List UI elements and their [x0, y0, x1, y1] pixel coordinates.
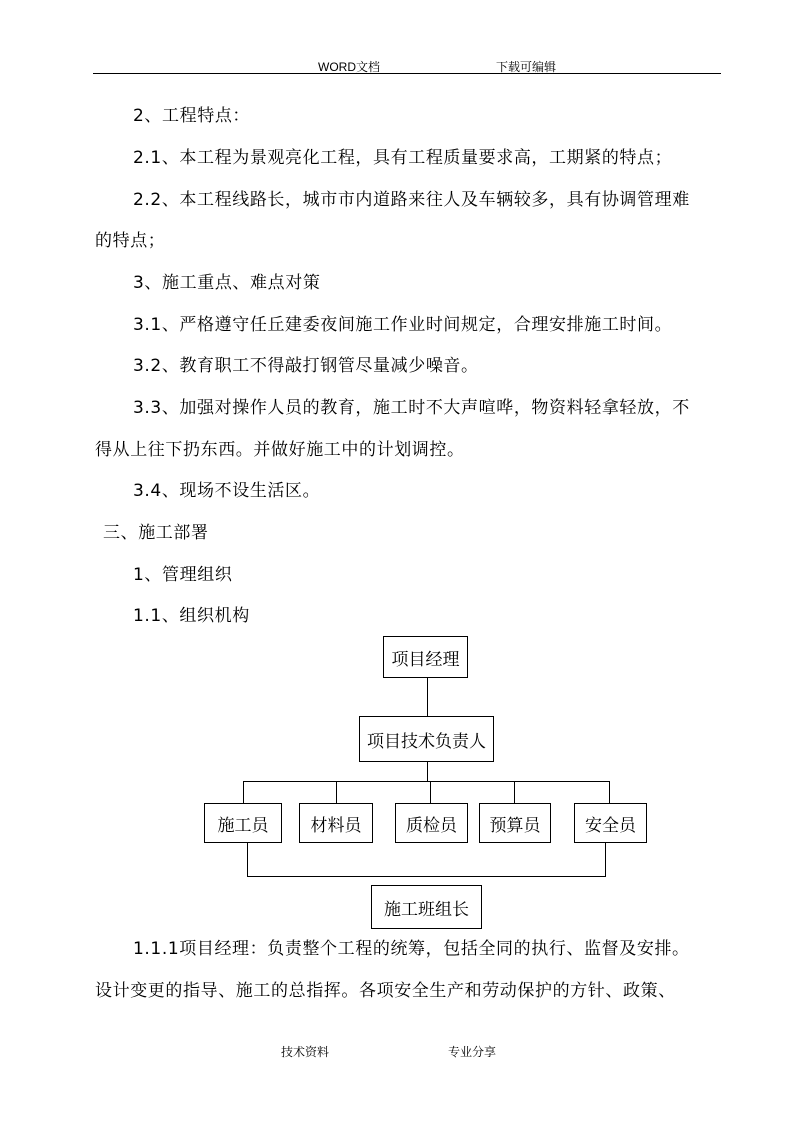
heading-project-features: 2、工程特点：	[133, 106, 251, 126]
connector-drop-5	[609, 781, 610, 803]
header-rule	[93, 73, 721, 74]
header-left: WORD文档	[318, 60, 380, 74]
org-box-quality-inspector: 质检员	[395, 803, 468, 843]
paragraph-3-4: 3.4、现场不设生活区。	[133, 481, 321, 501]
heading-construction-deployment: 三、施工部署	[103, 523, 209, 543]
org-box-materials-officer: 材料员	[299, 803, 373, 843]
heading-management-organization: 1、管理组织	[133, 565, 233, 585]
paragraph-2-2: 2.2、本工程线路长，城市市内道路来往人及车辆较多，具有协调管理难	[133, 190, 690, 210]
heading-organization-structure: 1.1、组织机构	[133, 606, 250, 626]
paragraph-3-2: 3.2、教育职工不得敲打钢管尽量减少噪音。	[133, 356, 479, 376]
paragraph-2-1: 2.1、本工程为景观亮化工程，具有工程质量要求高，工期紧的特点；	[133, 148, 673, 168]
connector-rise-left	[247, 843, 248, 876]
footer-right: 专业分享	[448, 1045, 497, 1059]
connector-upper-bus	[243, 781, 610, 782]
connector-mid	[427, 762, 428, 781]
connector-rise-right	[605, 843, 606, 876]
org-box-technical-lead: 项目技术负责人	[359, 716, 494, 762]
paragraph-3-3-continued: 得从上往下扔东西。并做好施工中的计划调控。	[95, 440, 465, 460]
org-box-construction-worker: 施工员	[204, 803, 282, 843]
connector-top	[427, 677, 428, 716]
paragraph-2-2-continued: 的特点；	[95, 231, 166, 251]
org-box-team-leader: 施工班组长	[371, 885, 482, 929]
paragraph-3-1: 3.1、严格遵守任丘建委夜间施工作业时间规定，合理安排施工时间。	[133, 315, 673, 335]
paragraph-1-1-1-continued: 设计变更的指导、施工的总指挥。各项安全生产和劳动保护的方针、政策、	[95, 981, 676, 1001]
connector-drop-2	[336, 781, 337, 803]
org-box-project-manager: 项目经理	[383, 636, 468, 678]
paragraph-1-1-1: 1.1.1项目经理：负责整个工程的统筹，包括全同的执行、监督及安排。	[133, 939, 690, 959]
paragraph-3-3: 3.3、加强对操作人员的教育，施工时不大声喧哗，物资料轻拿轻放，不	[133, 398, 690, 418]
footer-left: 技术资料	[281, 1045, 330, 1059]
connector-lower-bus	[247, 876, 606, 877]
org-box-budget-officer: 预算员	[479, 803, 551, 843]
connector-drop-3	[430, 781, 431, 803]
header-right: 下载可编辑	[496, 60, 557, 74]
connector-drop-1	[243, 781, 244, 803]
connector-drop-4	[514, 781, 515, 803]
org-box-safety-officer: 安全员	[574, 803, 647, 843]
heading-key-points: 3、施工重点、难点对策	[133, 273, 321, 293]
